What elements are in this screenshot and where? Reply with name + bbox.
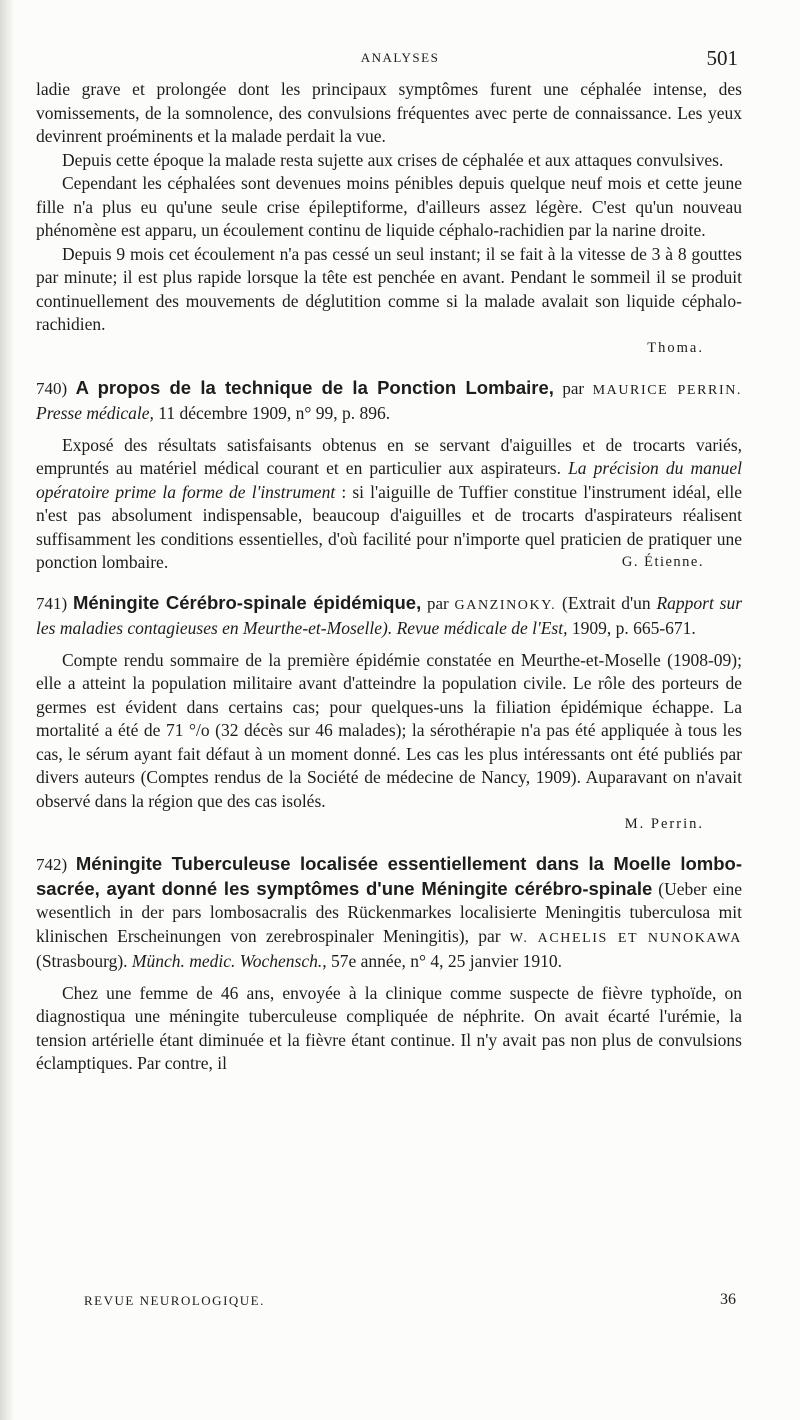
abstract-740 bbox=[36, 376, 742, 575]
page-body bbox=[36, 78, 742, 1076]
authors: W. ACHELIS ET NUNOKAWA bbox=[509, 930, 742, 946]
author-prefix: par bbox=[562, 378, 585, 398]
reference-intro: (Ueber eine wesentlich in der pars lombosacralis des Rückenmarkes localisierte Meningitis tuberculosa mit klinischen Erscheinungen von zerebrospinaler Meningitis), par bbox=[36, 878, 742, 946]
abstract-heading bbox=[36, 376, 742, 426]
reference-intro: (Extrait d'un bbox=[562, 592, 651, 613]
reference-details: 1909, p. 665-671. bbox=[571, 618, 696, 638]
paragraph: Depuis 9 mois cet écoulement n'a pas cessé un seul instant; il se fait à la vitesse de 3 à 8 gouttes par minute; il est plus rapide lorsque la tête est penchée en avant. Pendant le sommeil il se produit continuellement des mouvements de déglutition comme si la malade avalait son liquide céphalo-rachidien. bbox=[36, 243, 742, 334]
reference-place: (Strasbourg). bbox=[36, 951, 128, 971]
signature-perrin: M. Perrin. bbox=[624, 816, 704, 832]
journal-reference: Rapport sur les maladies contagieuses en Meurthe-et-Moselle). Revue médicale de l'Est, bbox=[36, 592, 742, 638]
abstract-text: Compte rendu sommaire de la première épidémie constatée en Meurthe-et-Moselle (1908-09); elle a atteint la population militaire avant d'atteindre la population civile. Le rôle des porteurs de germes est évident dans certains cas; pour quelques-uns la filiation épidémique échappe. La mortalité a été de 71 °/o (32 décès sur 46 malades); la sérothérapie n'a pas été appliquée à tous les cas, le sérum ayant fait défaut à un moment donné. Les cas les plus intéressants ont été publiés par divers auteurs (Comptes rendus de la Société de médecine de Nancy, 1909). Auparavant on n'avait observé dans la région que des cas isolés. bbox=[36, 649, 742, 811]
abstract-text-italic: La précision du manuel opératoire prime la forme de l'instrument bbox=[36, 458, 742, 502]
abstract-text-part: : si l'aiguille de Tuffier constitue l'instrument idéal, elle n'est pas absolument indispensable, beaucoup d'aiguilles et de trocarts d'aspirateurs réalisent suffisamment les conditions essentielles, d'où facilité pour n'importe quel praticien de pratiquer une ponction lombaire. bbox=[36, 481, 742, 572]
abstract-heading bbox=[36, 591, 742, 641]
page-number: 501 bbox=[706, 46, 738, 70]
abstract-text-part: Exposé des résultats satisfaisants obtenus en se servant d'aiguilles et de trocarts variés, empruntés au matériel médical courant et en particulier aux aspirateurs. bbox=[36, 434, 742, 478]
journal-reference: Münch. medic. Wochensch., bbox=[131, 951, 327, 971]
running-title: ANALYSES bbox=[360, 50, 440, 65]
author-prefix: par bbox=[427, 593, 449, 613]
abstract-number: 741) bbox=[36, 593, 68, 613]
journal-reference: Presse médicale, bbox=[36, 403, 154, 423]
signature-thoma: Thoma. bbox=[647, 339, 704, 356]
paragraph: Depuis cette époque la malade resta sujette aux crises de céphalée et aux attaques convulsives. bbox=[62, 149, 724, 170]
abstract-heading bbox=[36, 852, 742, 974]
abstract-number: 740) bbox=[36, 378, 68, 398]
abstract-title: Méningite Cérébro-spinale épidémique, bbox=[72, 591, 422, 613]
page-footer bbox=[84, 1291, 736, 1313]
continued-abstract bbox=[36, 78, 742, 360]
abstract-title: Méningite Tuberculeuse localisée essentiellement dans la Moelle lombo-sacrée, ayant donné les symptômes d'une Méningite cérébro-spinale bbox=[36, 853, 743, 899]
author: MAURICE PERRIN. bbox=[592, 382, 743, 398]
signature-etienne: G. Étienne. bbox=[621, 554, 704, 570]
author: GANZINOKY. bbox=[454, 597, 557, 613]
sheet-number: 36 bbox=[720, 1291, 736, 1308]
abstract-742 bbox=[36, 852, 742, 1076]
reference-details: 11 décembre 1909, n° 99, p. 896. bbox=[158, 403, 391, 423]
paragraph: Cependant les céphalées sont devenues moins pénibles depuis quelque neuf mois et cette jeune fille n'a plus eu qu'une seule crise épileptiforme, d'ailleurs assez légère. C'est qu'un nouveau phénomène est apparu, un écoulement continu de liquide céphalo-rachidien par la narine droite. bbox=[36, 173, 742, 240]
abstract-text: Chez une femme de 46 ans, envoyée à la clinique comme suspecte de fièvre typhoïde, on diagnostiqua une méningite tuberculeuse compliquée de néphrite. On avait écarté l'urémie, la tension artérielle étant diminuée et la fièvre étant continue. Il n'y avait pas non plus de convulsions éclamptiques. Par contre, il bbox=[36, 982, 742, 1073]
abstract-number: 742) bbox=[36, 855, 68, 874]
journal-name: REVUE NEUROLOGIQUE. bbox=[84, 1293, 265, 1308]
running-head bbox=[0, 46, 800, 72]
reference-details: 57e année, n° 4, 25 janvier 1910. bbox=[331, 951, 563, 971]
paragraph: ladie grave et prolongée dont les principaux symptômes furent une céphalée intense, des vomissements, de la somnolence, des convulsions fréquentes avec perte de connaissance. Les yeux devinrent proéminents et la malade perdait la vue. bbox=[36, 79, 742, 146]
abstract-text bbox=[36, 434, 742, 575]
abstract-title: A propos de la technique de la Ponction Lombaire, bbox=[75, 376, 554, 398]
abstract-741 bbox=[36, 591, 742, 837]
